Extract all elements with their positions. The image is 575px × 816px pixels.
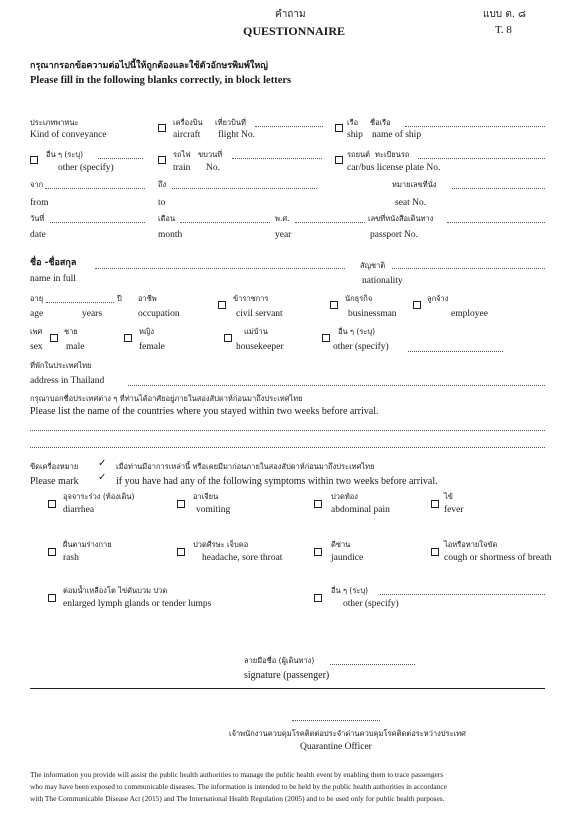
- month-label: month: [158, 230, 183, 240]
- abdominal-pain-checkbox[interactable]: [314, 500, 322, 508]
- cough-checkbox[interactable]: [431, 548, 439, 556]
- car-thai: รถยนต์: [347, 150, 370, 159]
- female-label: female: [139, 342, 165, 352]
- sex-label: sex: [30, 342, 43, 352]
- year-label: year: [275, 230, 292, 240]
- please-mark-note: if you have had any of the following symptoms within two weeks before arrival.: [116, 476, 438, 487]
- cough-label: cough or shortness of breath: [444, 553, 552, 563]
- divider: [30, 688, 545, 689]
- lymph-glands-checkbox[interactable]: [48, 594, 56, 602]
- male-label: male: [66, 342, 85, 352]
- address-label: address in Thailand: [30, 376, 105, 386]
- footer-line-3: with The Communicable Disease Act (2015) and The International Health Regulation (2005) and to be used only for public health purposes.: [30, 794, 445, 803]
- female-checkbox[interactable]: [124, 334, 132, 342]
- vomiting-label: vomiting: [196, 505, 231, 515]
- headache-checkbox[interactable]: [177, 548, 185, 556]
- sex-thai: เพศ: [30, 327, 43, 336]
- other-symptom-thai: อื่น ๆ (ระบุ): [331, 586, 369, 595]
- age-thai: อายุ: [30, 294, 44, 303]
- jaundice-label: jaundice: [331, 553, 364, 563]
- footer-line-2: who may have been exposed to communicable diseases. The information is intended to be held by the public health authorities in accordance: [30, 782, 447, 791]
- month-field[interactable]: [180, 222, 270, 223]
- ship-checkbox[interactable]: [335, 124, 343, 132]
- nationality-field[interactable]: [392, 268, 545, 269]
- from-label: from: [30, 198, 49, 208]
- headache-label: headache, sore throat: [202, 553, 283, 563]
- nationality-thai: สัญชาติ: [360, 261, 386, 270]
- seat-no-field[interactable]: [452, 188, 545, 189]
- flight-no-field[interactable]: [255, 126, 323, 127]
- jaundice-checkbox[interactable]: [314, 548, 322, 556]
- title-thai: คำถาม: [275, 9, 306, 20]
- other-sex-checkbox[interactable]: [322, 334, 330, 342]
- other-sex-field[interactable]: [408, 351, 503, 352]
- housekeeper-thai: แม่บ้าน: [244, 327, 268, 336]
- signature-field[interactable]: [330, 664, 415, 665]
- instruction: Please fill in the following blanks correctly, in block letters: [30, 75, 292, 86]
- fever-thai: ไข้: [444, 492, 453, 501]
- years-label: years: [82, 309, 103, 319]
- train-thai: รถไฟ: [173, 150, 191, 159]
- passport-thai: เลขที่หนังสือเดินทาง: [368, 214, 434, 223]
- diarrhea-label: diarrhea: [63, 505, 95, 515]
- car-bus-label: car/bus license plate No.: [347, 163, 441, 173]
- ship-name-label: name of ship: [372, 130, 422, 140]
- aircraft-checkbox[interactable]: [158, 124, 166, 132]
- from-thai: จาก: [30, 180, 44, 189]
- kind-of-conveyance-thai: ประเภทพาหนะ: [30, 118, 79, 127]
- form-code: T. 8: [495, 24, 512, 36]
- footer-line-1: The information you provide will assist the public health authorities to manage the public health event by enabling them to trace passengers: [30, 770, 444, 779]
- countries-field-line-1[interactable]: [30, 430, 545, 431]
- fever-checkbox[interactable]: [431, 500, 439, 508]
- lymph-glands-thai: ต่อมน้ำเหลืองโต ไข่ดันบวม ปวด: [63, 586, 168, 595]
- other-symptom-checkbox[interactable]: [314, 594, 322, 602]
- countries-thai: กรุณาบอกชื่อประเทศต่าง ๆ ที่ท่านได้อาศัยอยู่ภายในสองสัปดาห์ก่อนมาถึงประเทศไทย: [30, 394, 303, 403]
- signature-label: signature (passenger): [244, 670, 330, 681]
- businessman-checkbox[interactable]: [330, 301, 338, 309]
- diarrhea-checkbox[interactable]: [48, 500, 56, 508]
- age-years-thai: ปี: [117, 294, 122, 303]
- month-thai: เดือน: [158, 214, 176, 223]
- male-thai: ชาย: [64, 327, 78, 336]
- other-symptom-field[interactable]: [380, 594, 545, 595]
- housekeeper-label: housekeeper: [236, 342, 284, 352]
- aircraft-label: aircraft: [173, 130, 201, 140]
- title: QUESTIONNAIRE: [243, 24, 346, 38]
- countries-field-line-2[interactable]: [30, 447, 545, 448]
- train-label: train: [173, 163, 191, 173]
- civil-servant-checkbox[interactable]: [218, 301, 226, 309]
- civil-servant-label: civil servant: [236, 309, 283, 319]
- mark-thai: ขีดเครื่องหมาย: [30, 462, 79, 471]
- other-conveyance-checkbox[interactable]: [30, 156, 38, 164]
- date-label: date: [30, 230, 46, 240]
- year-thai: พ.ศ.: [275, 214, 290, 223]
- abdominal-pain-label: abdominal pain: [331, 505, 390, 515]
- name-thai: ชื่อ -ชื่อสกุล: [30, 258, 77, 268]
- kind-of-conveyance-label: Kind of conveyance: [30, 130, 107, 140]
- instruction-thai: กรุณากรอกข้อความต่อไปนี้ให้ถูกต้องและใช้ตัวอักษรพิมพ์ใหญ่: [30, 61, 268, 71]
- flight-no-label: flight No.: [218, 130, 255, 140]
- signature-thai: ลายมือชื่อ (ผู้เดินทาง): [244, 656, 315, 665]
- other-symptom-label: other (specify): [343, 599, 399, 609]
- form-code-thai: แบบ ต. ๘: [483, 9, 526, 20]
- nationality-label: nationality: [362, 276, 403, 286]
- occupation-thai: อาชีพ: [138, 294, 157, 303]
- from-field[interactable]: [45, 188, 145, 189]
- civil-servant-thai: ข้าราชการ: [233, 294, 269, 303]
- license-plate-field[interactable]: [418, 158, 545, 159]
- officer-label: Quarantine Officer: [300, 742, 372, 752]
- countries-prompt: Please list the name of the countries where you stayed within two weeks before arrival.: [30, 406, 379, 417]
- businessman-label: businessman: [348, 309, 397, 319]
- ship-name-field[interactable]: [405, 126, 545, 127]
- other-conveyance-field[interactable]: [98, 158, 143, 159]
- other-sex-thai: อื่น ๆ (ระบุ): [338, 327, 376, 336]
- seat-no-label: seat No.: [395, 198, 427, 208]
- abdominal-pain-thai: ปวดท้อง: [331, 492, 358, 501]
- address-field[interactable]: [128, 385, 545, 386]
- rash-checkbox[interactable]: [48, 548, 56, 556]
- jaundice-thai: ดีซ่าน: [331, 540, 351, 549]
- mark-note-thai: เมื่อท่านมีอาการเหล่านี้ หรือเคยมีมาก่อนภายในสองสัปดาห์ก่อนมาถึงประเทศไทย: [116, 462, 375, 471]
- train-no-field[interactable]: [232, 158, 322, 159]
- businessman-thai: นักธุรกิจ: [345, 294, 373, 303]
- employee-thai: ลูกจ้าง: [427, 294, 449, 303]
- housekeeper-checkbox[interactable]: [224, 334, 232, 342]
- aircraft-thai: เครื่องบิน: [173, 118, 203, 127]
- car-bus-checkbox[interactable]: [335, 156, 343, 164]
- name-in-full-field[interactable]: [95, 268, 345, 269]
- other-specify-label: other (specify): [333, 342, 389, 352]
- employee-label: employee: [451, 309, 488, 319]
- ship-thai: เรือ: [347, 118, 359, 127]
- lymph-glands-label: enlarged lymph glands or tender lumps: [63, 599, 212, 609]
- female-thai: หญิง: [139, 327, 154, 336]
- passport-no-label: passport No.: [370, 230, 419, 240]
- passport-no-field[interactable]: [447, 222, 545, 223]
- officer-signature-field[interactable]: [292, 720, 380, 721]
- address-thai: ที่พักในประเทศไทย: [30, 361, 92, 370]
- date-thai: วันที่: [30, 214, 45, 223]
- seat-thai: หมายเลขที่นั่ง: [392, 180, 437, 189]
- train-no-thai: ขบวนที่: [198, 150, 223, 159]
- to-thai: ถึง: [158, 180, 167, 189]
- other-conveyance-label: other (specify): [58, 163, 114, 173]
- flight-no-thai: เที่ยวบินที่: [215, 118, 246, 127]
- diarrhea-thai: อุจจาระร่วง (ท้องเดิน): [63, 492, 135, 501]
- to-label: to: [158, 198, 166, 208]
- year-field[interactable]: [295, 222, 365, 223]
- please-mark-label: Please mark: [30, 476, 79, 487]
- train-no-label: No.: [206, 163, 220, 173]
- occupation-label: occupation: [138, 309, 180, 319]
- train-checkbox[interactable]: [158, 156, 166, 164]
- checkmark-icon-2: ✓: [98, 472, 107, 483]
- fever-label: fever: [444, 505, 464, 515]
- checkmark-icon: ✓: [98, 458, 107, 469]
- cough-thai: ไอหรือหายใจขัด: [444, 540, 498, 549]
- ship-name-thai: ชื่อเรือ: [370, 118, 391, 127]
- age-label: age: [30, 309, 44, 319]
- rash-label: rash: [63, 553, 79, 563]
- employee-checkbox[interactable]: [413, 301, 421, 309]
- ship-label: ship: [347, 130, 363, 140]
- headache-thai: ปวดศีรษะ เจ็บคอ: [193, 540, 249, 549]
- to-field[interactable]: [172, 188, 317, 189]
- vomiting-checkbox[interactable]: [177, 500, 185, 508]
- officer-thai: เจ้าพนักงานควบคุมโรคติดต่อประจำด่านควบคุมโรคติดต่อระหว่างประเทศ: [229, 729, 466, 738]
- car-plate-thai: ทะเบียนรถ: [375, 150, 410, 159]
- date-field[interactable]: [50, 222, 145, 223]
- male-checkbox[interactable]: [50, 334, 58, 342]
- vomiting-thai: อาเจียน: [193, 492, 219, 501]
- name-in-full-label: name in full: [30, 274, 76, 284]
- other-conveyance-thai: อื่น ๆ (ระบุ): [46, 150, 84, 159]
- rash-thai: ผื่นตามร่างกาย: [63, 540, 112, 549]
- age-field[interactable]: [46, 302, 114, 303]
